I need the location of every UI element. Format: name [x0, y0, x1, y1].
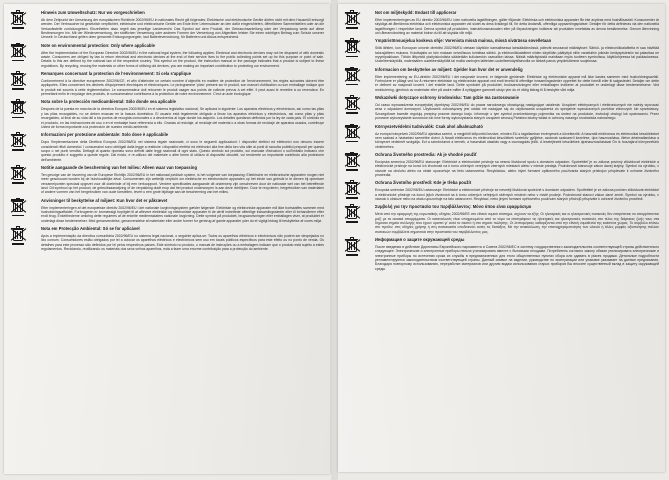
notice-section: [344, 237, 659, 271]
section-body: Efter implementeringen af det europæiske direktiv 2002/96/EU i det nationale lovgivningssystem gælder følgende: Elektriske og elektroniske apparater må ikke bortskaffes sammen med husholdningsaffaldet. Forbrugeren er lovmæssigt forpligtet til at aflevere elektriske og elektroniske apparater til de dertil indrettede offentlige indsamlingssteder eller til forhandleren efter endt brug. Enkelthederne omkring dette reguleres af de enkelte medlemsstaters nationale lovgivning. Dette symbol på produktet, brugsanvisningen eller emballagen viser, at produktet er underlagt disse bestemmelser. Med genanvendelse, genanvendelse af materialer eller andre former for genbrug af gamle apparater yder du et vigtigt bidrag til beskyttelse af vores miljø.: [41, 205, 324, 223]
crossed-out-wheelie-bin-icon: [11, 198, 35, 222]
notice-section: [10, 10, 324, 40]
section-heading: Hinweis zum Umweltschutz: Nur wo vorgeschrieben: [41, 10, 145, 15]
notice-section: [344, 38, 659, 63]
crossed-out-wheelie-bin-icon: [11, 132, 35, 156]
section-heading: Ochrana životného prostredia: Ak je vhodné použiť: [375, 151, 478, 157]
section-heading: Anvisninger til beskyttelse af miljøet: Kun hvor det er påkrævet: [41, 197, 168, 203]
section-body: После введения в действие Директивы Европейского парламента и Совета 2002/96/ЕС в систему государственного законодательства соответствующей страны действительно следующее: Электрические и электронные приборы нельзя утилизировать вместе с бытовыми отходами. Потребитель согласно закону обязан утилизировать электрические и электронные приборы по истечении срока их службы в предназначенных для этого общественных пунктах сбора или сдавать в places продажи. Детальные подробности регламентируются законодательством соответствующей страны. Данный символ на изделии, руководстве по эксплуатации или упаковке указывает на данные предписания. Благодаря повторному использованию, переработке материалов или другим видам использования старых приборов Вы вносите существенный вклад в защиту окружающей среды.: [375, 245, 659, 271]
crossed-out-wheelie-bin-icon: [11, 226, 35, 250]
section-body: Μετά από την εφαρμογή της ευρωπαϊκής οδηγίας 2002/96/ΕΕ στο εθνικό νομικό σύστημα, ισχύουν τα εξής: Οι ηλεκτρικές και οι ηλεκτρονικές συσκευές δεν επιτρέπεται να απορρίπτονται μαζί με τα οικιακά απορρίμματα. Οι καταναλωτές είναι υποχρεωμένοι από το νόμο να επιστρέφουν τις ηλεκτρικές και ηλεκτρονικές συσκευές στο τέλος της διάρκειας ζωής τους στα δημόσια σημεία συλλογής που έχουν οριστεί γι' αυτό το σκοπό ή στο σημείο πώλησης. Οι λεπτομέρειες καθορίζονται από την εθνική νομοθεσία της εκάστοτε χώρας. Το σύμβολο επάνω στο προϊόν, στις οδηγίες χρήσης ή στη συσκευασία υποδεικνύει αυτές τις διατάξεις. Με την ανακύκλωση, την επαναχρησιμοποίηση των υλικών ή άλλες μορφές αξιοποίησης παλιών συσκευών συμβάλλετε σημαντικά στην προστασία του περιβάλλοντος μας.: [375, 212, 659, 234]
section-body: Siitä lähtien, kun Euroopan unionin direktiivi 2002/96/EU otetaan käyttöön kansallisessa lainsäädännössä, pätevät seuraavat määräykset: Sähkö- ja elektroniikkalaitteita ei saa hävittää talousjätteen mukana. Kuluttajalla on lain mukaan velvollisuus toimittaa sähkö- ja elektroniikkalaitteet niiden käyttöiän päätyttyä niille varattuihin julkisiin keräyspisteisiin tai palauttaa ne myyntipaikkaan. Tähän liittyvistä yksityiskohdista säädetään kulloisenkin osavaltion laissa. Näistä määräyksistä mainitaan myös tuotteen symbolissa, käyttöohjeessa tai pakkauksessa. Uudelleenkäytöllä, materiaalien uudelleenkäytöllä tai muilla vanhojen laitteiden uudelleenkäyttötavoilla on tärkeä panos ympäristömme suojelussa.: [375, 46, 659, 64]
crossed-out-wheelie-bin-icon: [345, 124, 369, 148]
section-heading: Notitie aangaande de bescherming van het milieu: Alleen waar van toepassing: [41, 164, 198, 170]
section-heading: Wskazówki dotyczące ochrony środowiska: Tam gdzie ma zastosowanie: [375, 95, 519, 101]
notice-section: [344, 152, 659, 177]
section-body: Evropská směrnice 2002/96/EU ustanovuje: Elektrické a elektronické přístroje se nesmějí likvidovat společně s domácím odpadem. Spotřebitel je ze zákona povinen zlikvidovat elektrické a elektronické přístroje na konci jejich životnosti na k tomu určených veřejných sběrných místech nebo v místě prodeje. Podrobnosti stanoví zákon dané země. Symbol na výrobku, v návodu k obsluze nebo na obalu upozorňuje na tato ustanovení. Recyklací, nebo jinými formami opětovného používání starých přístrojů přispíváte k ochraně životního prostředí.: [375, 188, 659, 201]
section-body: Ab dem Zeitpunkt der Umsetzung der europäischen Richtlinie 2002/96/EU in nationales Recht gilt folgendes: Elektrische und elektronische Geräte dürfen nicht mit dem Hausmüll entsorgt werden. Der Verbraucher ist gesetzlich verpflichtet, elektrische und elektronische Geräte am Ende ihrer Lebensdauer an den dafür eingerichteten, öffentlichen Sammelstellen oder an die Verkaufsstelle zurückzugeben. Einzelheiten dazu regelt das jeweilige Landesrecht. Das Symbol auf dem Produkt, der Gebrauchsanleitung oder der Verpackung weist auf diese Bestimmungen hin. Mit der Wiederverwertung, der stofflichen Verwertung oder anderen Formen der Verwertung von Altgeräten leisten Sie einen wichtigen Beitrag zum Schutz unserer Umwelt. In Deutschland gelten oben genannte Entsorgungsregeln, laut Batterieverordnung, für Batterien und Akkus entsprechend.: [41, 18, 324, 40]
notice-section: [344, 67, 659, 92]
right-column: [344, 10, 659, 466]
section-body: Después de la puesta en marcha de la directiva Europea 2002/96/EU en el sistema legislativo nacional, Se aplicará lo siguiente: Los aparatos eléctricos y electrónicos, así como las pilas y las pilas recargables, no se deben evacuar en la basura doméstica. El usuario está legalmente obligado a llevar los aparatos eléctricos y electrónicos, así como pilas y pilas recargables, al final de su vida útil a los puntos de recogida comunales o a devolverlos al lugar donde los adquirió. Los detalles quedaran definidos por la ley de cada país. El símbolo en el producto, en las instrucciones de uso o en el embalaje hace referencia a ello. Gracias al reciclaje, al reciclaje del material o a otras formas de reciclaje de aparatos usados, contribuye Usted de forma importante a la protección de nuestro medio ambiente.: [41, 107, 324, 129]
section-body: Od czasu wprowadzenia europejskiej dyrektywy 2002/96/EU do prawa narodowego obowiązują następujące ustalenia: Urządzeń elektrycznych i elektronicznych nie należy wyrzucać wraz z odpadami domowymi. Użytkownik zobowiązany jest oddać nie nadające się do użytkowania urządzenia do specjalnie wyznaczonych punktów zbiorczych lub sprzedawcy. Szczegółowe kwestie regulują przepisy prawne danego kraju. Informuje o tym symbol przekreślonego pojemnika na śmieci na produkcie, instrukcji obsługi lub opakowaniu. Przez ponowne wykorzystanie surowców lub inne formy wykorzystania starych urządzeń wnoszą Państwo istotny wkład w ochronę naszego środowiska naturalnego.: [375, 103, 659, 121]
page-gutter: [331, 0, 338, 480]
notice-section: [344, 10, 659, 35]
section-heading: Συμβολή για την προστασία του περιβάλλοντος: Μόνο όπου είναι εφαρμόσιμο: [375, 204, 532, 210]
section-body: Dopo l'implementazione della Direttiva Europea 2002/96/EU nel sistema legale nazionale, ci sono le seguenti applicazioni: I dispositivi elettrici ed elettronici non devono essere considerati rifiuti domestici. I consumatori sono obbligati dalla legge a restituire i dispositivi elettrici ed elettronici alla fine della loro vita utile ai punti di raccolta pubblici preposti per questo scopo o nei punti vendita. Dettagli di quanto riportato sono definiti dalle leggi nazionali di ogni stato. Questo simbolo sul prodotto, sul manuale d'istruzioni o sull'imballo indicano che questo prodotto è soggetto a queste regole. Dal riciclo, e re-utilizzo del materiale o altre forme di utilizzo di dispositivi obsoleti, voi renderete un importante contributo alla protezione dell'ambiente.: [41, 140, 324, 162]
crossed-out-wheelie-bin-icon: [345, 204, 369, 228]
notice-section: [10, 43, 324, 68]
section-heading: Nota em Protecção Ambiental: Só se for aplicável: [41, 226, 140, 231]
notice-section: [344, 124, 659, 149]
section-heading: Ympäristönsuojelua koskeva ohje: Vorenista missä mainsa, missä sivärässa sovelletaan: [375, 38, 552, 44]
crossed-out-wheelie-bin-icon: [345, 95, 369, 119]
right-sheet: [338, 4, 665, 472]
section-heading: Informazioni per protezione ambientale: Solo dove è applicabile: [41, 132, 169, 138]
section-heading: Informacion om beskyttelse av miljøet: Gjelder kun hvor det er anvendelig: [375, 66, 523, 72]
notice-section: [10, 226, 324, 251]
crossed-out-wheelie-bin-icon: [11, 165, 35, 189]
crossed-out-wheelie-bin-icon: [345, 237, 369, 261]
crossed-out-wheelie-bin-icon: [11, 10, 35, 34]
crossed-out-wheelie-bin-icon: [11, 71, 35, 95]
section-body: Ten gevolge van de invoering van de Europese Richtlijn 2002/96/EU in het nationaal juridisch system, is het volgende van toepassing: Elektrische en elektronische apparaten mogen niet meer geschouwd worden bij de huishoudelijke afval. Consumenten zijn wettelijk verplicht om elektrische en elektronische apparaten op het einde van gebruik in te dienen bij openbare verzamelpunten speciaal opgezet voor dit doeleinde of bij een verkooppunt. Verdere specificaties aangaande dit onderwerp zijn omschreven door de nationale wet van het betreffende land. Dit symbool op het product, de gebruiksaanwijzing of de verpakking duidt erop dat het product onderworpen is aan deze richtlijnen. Door te recycleren, hergebruiken van materialen of andere vormen van het hergebruiken van oude toestellen, levert u een grote bijdrage aan de bescherming van het milieu.: [41, 172, 324, 195]
crossed-out-wheelie-bin-icon: [345, 38, 369, 62]
section-body: Após a implementação da directiva comunitária 2002/96/EU no sistema legal nacional, o seguinte aplica-se: Todos os aparelhos eléctricos e electrónicos não podem ser despejados no lixo comum. Consumidores estão obrigados por lei a colocar os aparelhos eléctricos e electrónicos sem uso em locais públicos específicos para este efeito ou no ponto de venda. Os detalhes para este processo são definidos por lei pelos respectivos países. Este símbolo no produto, o manual de instruções ou a embalagem indicam que o produto está sujeito a estes regulamentos. Reciclando, reutilizando os materiais dos seus velhos aparelhos, está a fazer uma enorme contribuição para a protecção do ambiente.: [41, 234, 324, 252]
section-body: Európska smernica 2002/96/EU stanovuje: Elektrické a elektronické prístroje sa nesmú likvidovať spolu s domácim odpadom. Spotrebiteľ je zo zákona povinný zlikvidovať elektrické a elektronické prístroje na konci ich životnosti na k tomu určených verejných zberných miestach alebo v mieste predaja. Podrobnosti stanovuje zákon danej krajiny. Symbol na výrobku, v návode na obsluhu alebo na obale upozorňuje na tieto ustanovenia. Recykláciou, alebo inými formami opätovného používania starých prístrojov prispievate k ochrane životného prostredia.: [375, 159, 659, 177]
notice-section: [10, 71, 324, 96]
left-column: [10, 10, 324, 468]
crossed-out-wheelie-bin-icon: [345, 180, 369, 204]
notice-section: [10, 198, 324, 223]
section-heading: Nota sobre la protección medioambiental: Sólo donde sea aplicable: [41, 99, 176, 105]
notice-section: [344, 180, 659, 201]
crossed-out-wheelie-bin-icon: [345, 10, 369, 34]
section-body: Conformément à la directive européenne 2002/96/CE, et afin d'atteindre un certain nombre d'objectifs en matière de protection de l'environnement, les règles suivantes doivent être appliquées. Elles concernent les déchets d'équipement électriques et électroniques. Le pictogramme 'picto' présent sur le produit, son manuel d'utilisation ou son emballage indique que le produit est soumis à cette règlementation. Le consommateur doit retourner le produit usager aux points de collecte prévus à cet effet. Il peut aussi le remettre à un revendeur. En permettant enfin le recyclage des produits, le consommateur contribuera à la protection de notre environnement. C'est un acte écologique.: [41, 79, 324, 97]
notice-section: [10, 132, 324, 162]
crossed-out-wheelie-bin-icon: [345, 152, 369, 176]
notice-section: [344, 95, 659, 120]
section-body: Az európai irányelvek 2002/96/EU ajánlása szerint, a megjelölt időponttól kezdve, minden EU-s tagállamban érvényesek a következők: A használt elektromos és elektronikai készülékeket nem szabad a háztartási szemétbe dobni. A fáradt elektromos és elektronikai készülékek szelektív gyűjtése, azoknak szakszerű kezelése, újra hasznosítása, illetve ártalmatlanítása a környezet védelmét szolgálja. Ezt a szimbólumot a termék, a használati utasítás vagy a csomagolás jelöli. A leselejtezett készülékek újrahasznosításával Ön is hozzájárul környezetünk védelméhez.: [375, 131, 659, 149]
notice-section: [10, 99, 324, 129]
section-heading: Remarques concernant la protection de l'environnement: Si cela s'applique: [41, 71, 192, 77]
crossed-out-wheelie-bin-icon: [11, 99, 35, 123]
left-sheet: [4, 4, 330, 474]
section-heading: Note on environmental protection: Only where applicable: [41, 42, 155, 48]
section-heading: Информация о защите окружающей среды: [375, 237, 465, 242]
section-body: Efter implementeringen av EU direktiv 2002/96/EU i den nationella lagstiftningen, gäller följande: Elektriska och elektroniska apparater får inte avyttras med hushållsavfall. Konsumenter är skyldiga att återlämna elektriska och elektroniska apparater vid slutet av dess livslängd till, för detta ändamål, offentliga uppsamlingsplatser. Detaljer för detta definieras via den nationella lagstiftningen i respektive land. Denna symbol på produkten, instruktionsmanualen eller på förpackningen indikerar att produkten innefattas av denna bestämmelse. Genom återvinning och återanvändning av material bidrar du till att skydda vår miljö.: [375, 18, 659, 36]
section-heading: Not om miljöskydd: Endast till applicerar: [375, 10, 457, 15]
section-body: After the implementation of the European Directive 2002/96/EU in the national legal system, the following applies: Electrical and electronic devices may not be disposed of with domestic waste. Consumers are obliged by law to return electrical and electronic devices at the end of their service lives to the public collecting points set up for this purpose or point of sale. Details to this are defined by the national law of the respective country. This symbol on the product, the instruction manual or the package indicates that a product is subject to these regulations. By recycling, reusing the materials or other forms of utilising old devices, you are making an important contribution to protecting our environment.: [41, 50, 324, 68]
section-heading: Ochrana životního prostředí: Kde je třeba použít: [375, 180, 472, 186]
section-body: Etter implementering av EU-direktiv 2002/96/EU i det nasjonale lovverk, er følgende gjeldende: Elektriske og elektroniske apparat må ikke kastes sammen med husholdningsavfall. Forbrukere er pålagt ved lov å returnere elektriske og elektroniske apparat ved endt levetid til offentlige innsamlingssteder opprettet for dette formål eller til salgsstedet. Detaljer om dette er definert av nasjonalt lovverk i det enkelte land. Dette symbolet på produktet, bruksanvisningen eller emballasjen indikerer at produktet er underlagt disse bestemmelsene. Ved resirkulering, gjenbruk av materialer eller på andre måter å nyttiggjøre gammelt utstyr yter du et viktig bidrag til å beskytte vårt miljø.: [375, 74, 659, 92]
section-heading: Környezetvédelmi tudnivalók: Csak ahol alkalmazható: [375, 123, 483, 129]
crossed-out-wheelie-bin-icon: [345, 67, 369, 91]
notice-section: [344, 204, 659, 234]
notice-section: [10, 165, 324, 195]
crossed-out-wheelie-bin-icon: [11, 43, 35, 67]
